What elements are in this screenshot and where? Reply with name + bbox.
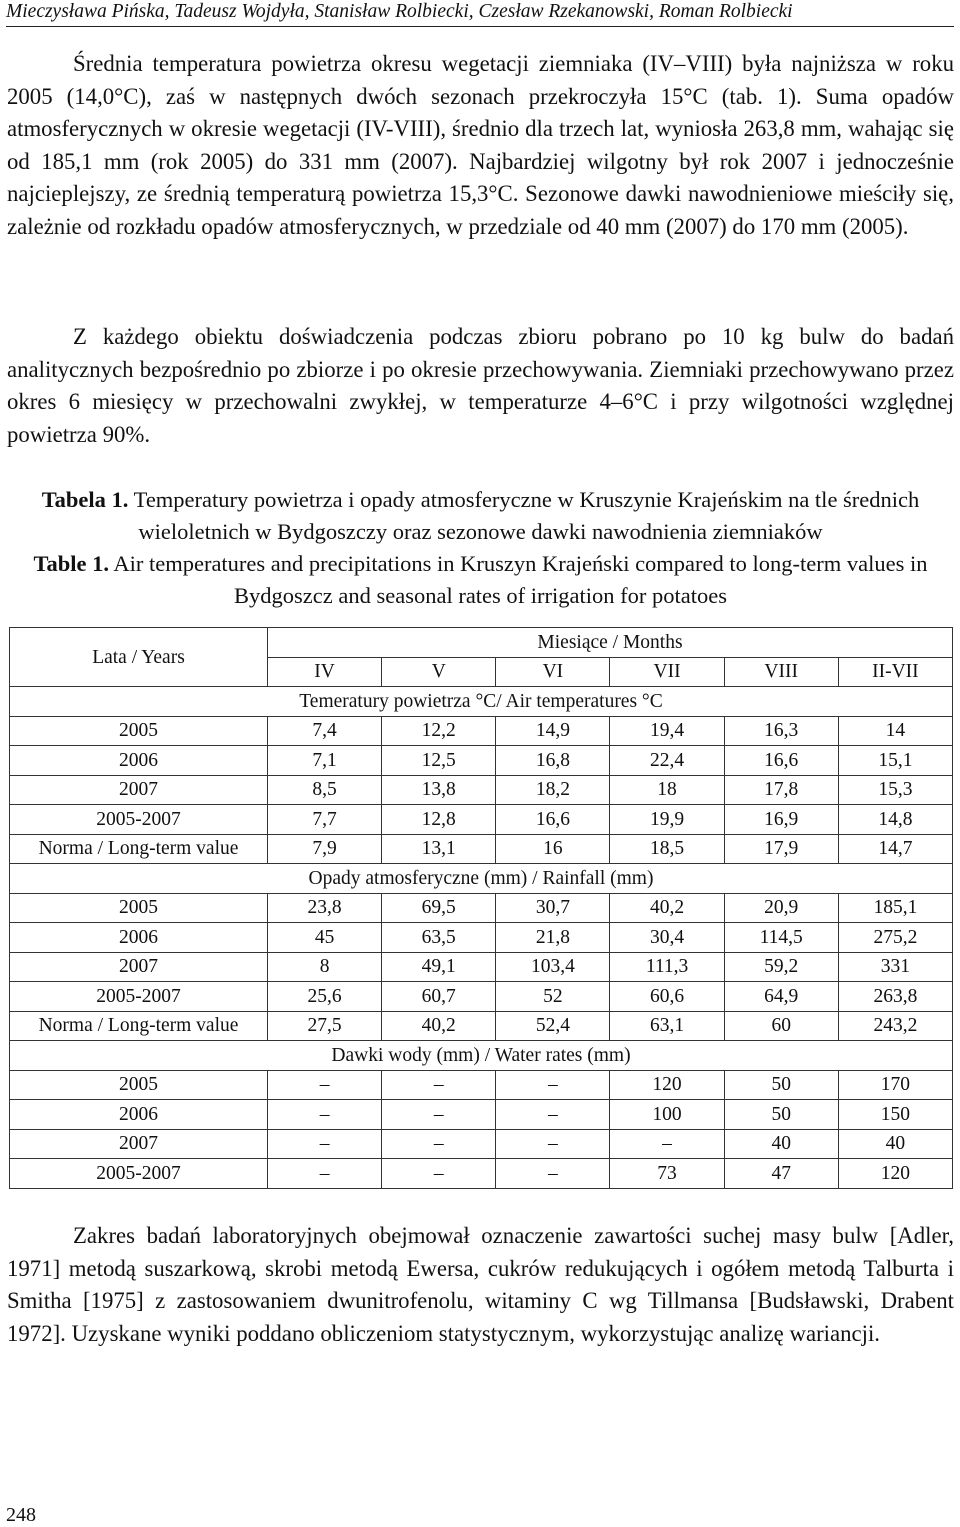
row-label: 2006 [10,1100,268,1130]
month-header-vi: VI [496,657,610,687]
table-cell: 69,5 [382,893,496,923]
row-label: 2006 [10,746,268,776]
table-cell: 12,2 [382,716,496,746]
month-header-vii: VII [610,657,724,687]
table-row [10,1129,953,1159]
table-cell: 170 [838,1070,952,1100]
table-cell: – [268,1159,382,1189]
row-label: 2007 [10,775,268,805]
table-cell: – [382,1070,496,1100]
caption-pl-label: Tabela 1. [41,487,129,512]
table-header-row-1 [10,628,953,658]
table-cell: 40 [838,1129,952,1159]
table-cell: 14 [838,716,952,746]
table-cell: 63,5 [382,923,496,953]
month-header-iv: IV [268,657,382,687]
table-cell: 263,8 [838,982,952,1012]
table-cell: 30,7 [496,893,610,923]
table-cell: 18 [610,775,724,805]
row-label: 2005-2007 [10,1159,268,1189]
table-cell: 64,9 [724,982,838,1012]
table-cell: 21,8 [496,923,610,953]
row-label: Norma / Long-term value [10,834,268,864]
table-cell: 13,1 [382,834,496,864]
table-cell: – [382,1159,496,1189]
caption-pl-text: Temperatury powietrza i opady atmosferyczne w Kruszynie Krajeńskim na tle średnich wieloletnich w Bydgoszczy oraz sezonowe dawki nawodnienia ziemniaków [128,487,920,544]
table-cell: 49,1 [382,952,496,982]
table-cell: 185,1 [838,893,952,923]
page-number: 248 [6,1504,36,1526]
table-cell: 19,4 [610,716,724,746]
table-cell: – [382,1129,496,1159]
table-row [10,1070,953,1100]
table-cell: 18,2 [496,775,610,805]
table-cell: – [496,1129,610,1159]
table-cell: 103,4 [496,952,610,982]
table-cell: 150 [838,1100,952,1130]
months-header: Miesiące / Months [268,628,953,658]
table-cell: 47 [724,1159,838,1189]
table-cell: – [496,1070,610,1100]
table-cell: 17,9 [724,834,838,864]
table-cell: 15,1 [838,746,952,776]
table-body [10,687,953,1189]
row-label: 2006 [10,923,268,953]
table-cell: – [268,1129,382,1159]
table-cell: 16,8 [496,746,610,776]
table-row [10,893,953,923]
month-header-ii-vii: II-VII [838,657,952,687]
month-header-viii: VIII [724,657,838,687]
row-label: Norma / Long-term value [10,1011,268,1041]
table-cell: 16 [496,834,610,864]
table-cell: 12,5 [382,746,496,776]
section-row [10,864,953,894]
table-row [10,834,953,864]
table-row [10,982,953,1012]
table-cell: 50 [724,1100,838,1130]
table-cell: 40,2 [382,1011,496,1041]
section-title: Dawki wody (mm) / Water rates (mm) [10,1041,953,1071]
table-cell: 13,8 [382,775,496,805]
table-cell: 8,5 [268,775,382,805]
row-label: 2005-2007 [10,805,268,835]
running-header-authors: Mieczysława Pińska, Tadeusz Wojdyła, Stanisław Rolbiecki, Czesław Rzekanowski, Roman Rolbiecki [6,0,954,27]
table-cell: – [382,1100,496,1130]
table-cell: – [610,1129,724,1159]
table-row [10,775,953,805]
table-cell: 331 [838,952,952,982]
table-cell: 40 [724,1129,838,1159]
table-cell: 50 [724,1070,838,1100]
table-cell: 30,4 [610,923,724,953]
section-title: Temeratury powietrza °C/ Air temperatures °C [10,687,953,717]
table-cell: 17,8 [724,775,838,805]
table-cell: 7,7 [268,805,382,835]
table-cell: 16,3 [724,716,838,746]
table-cell: 16,9 [724,805,838,835]
table-cell: 16,6 [724,746,838,776]
table-cell: 7,1 [268,746,382,776]
table-cell: 8 [268,952,382,982]
paragraph-weather-conditions: Średnia temperatura powietrza okresu wegetacji ziemniaka (IV–VIII) była najniższa w roku 2005 (14,0°C), zaś w następnych dwóch sezonach przekroczyła 15°C (tab. 1). Suma opadów atmosferycznych w okresie wegetacji (IV-VIII), średnio dla trzech lat, wyniosła 263,8 mm, wahając się od 185,1 mm (rok 2005) do 331 mm (2007). Najbardziej wilgotny był rok 2007 i jednocześnie najcieplejszy, ze średnią temperaturą powietrza 15,3°C. Sezonowe dawki nawodnieniowe mieściły się, zależnie od rozkładu opadów atmosferycznych, w przedziale od 40 mm (2007) do 170 mm (2005). [7,51,954,239]
table-cell: 7,4 [268,716,382,746]
table-cell: 100 [610,1100,724,1130]
table-cell: 15,3 [838,775,952,805]
caption-en-label: Table 1. [33,551,109,576]
table-cell: – [496,1159,610,1189]
table-cell: 275,2 [838,923,952,953]
table-row [10,923,953,953]
table-cell: – [268,1070,382,1100]
table-cell: 120 [610,1070,724,1100]
row-label: 2005 [10,716,268,746]
table-cell: 27,5 [268,1011,382,1041]
table-cell: 25,6 [268,982,382,1012]
table-cell: 60,7 [382,982,496,1012]
caption-en-text: Air temperatures and precipitations in Kruszyn Krajeński compared to long-term values in Bydgoszcz and seasonal rates of irrigation for potatoes [108,551,928,608]
table-cell: 73 [610,1159,724,1189]
month-header-v: V [382,657,496,687]
row-label: 2005-2007 [10,982,268,1012]
caption-english [7,548,954,612]
table-cell: 52 [496,982,610,1012]
table-cell: 111,3 [610,952,724,982]
section-row [10,687,953,717]
years-header: Lata / Years [10,628,268,687]
table-row [10,952,953,982]
table-cell: 18,5 [610,834,724,864]
table-cell: 23,8 [268,893,382,923]
climate-data-table [9,627,953,1189]
table-cell: 120 [838,1159,952,1189]
table-cell: 12,8 [382,805,496,835]
table-row [10,1100,953,1130]
caption-polish [7,484,954,548]
table-cell: 243,2 [838,1011,952,1041]
table-cell: 40,2 [610,893,724,923]
table-cell: – [268,1100,382,1130]
table-row [10,1011,953,1041]
table-cell: 19,9 [610,805,724,835]
table-row [10,1159,953,1189]
row-label: 2007 [10,1129,268,1159]
table-cell: 63,1 [610,1011,724,1041]
table-cell: 14,9 [496,716,610,746]
table-cell: 14,8 [838,805,952,835]
paragraph-sampling: Z każdego obiektu doświadczenia podczas zbioru pobrano po 10 kg bulw do badań analitycznych bezpośrednio po zbiorze i po okresie przechowywania. Ziemniaki przechowywano przez okres 6 miesięcy w przechowalni zwykłej, w temperaturze 4–6°C i przy wilgotności względnej powietrza 90%. [7,324,954,447]
table-cell: 20,9 [724,893,838,923]
paragraph-methods: Zakres badań laboratoryjnych obejmował oznaczenie zawartości suchej masy bulw [Adler, 1971] metodą suszarkową, skrobi metodą Ewersa, cukrów redukujących i ogółem metodą Talburta i Smitha [1975] z zastosowaniem dwunitrofenolu, witaminy C wg Tillmansa [Budsławski, Drabent 1972]. Uzyskane wyniki poddano obliczeniom statystycznym, wykorzystując analizę wariancji. [7,1223,954,1346]
section-row [10,1041,953,1071]
table-cell: 114,5 [724,923,838,953]
row-label: 2005 [10,1070,268,1100]
table-cell: 45 [268,923,382,953]
row-label: 2005 [10,893,268,923]
table-cell: 59,2 [724,952,838,982]
table-caption [7,484,954,612]
table-row [10,716,953,746]
section-title: Opady atmosferyczne (mm) / Rainfall (mm) [10,864,953,894]
table-cell: 60 [724,1011,838,1041]
table-cell: 7,9 [268,834,382,864]
table-row [10,805,953,835]
table-cell: 22,4 [610,746,724,776]
table-cell: 60,6 [610,982,724,1012]
table-cell: 14,7 [838,834,952,864]
table-cell: – [496,1100,610,1130]
table-cell: 52,4 [496,1011,610,1041]
table-cell: 16,6 [496,805,610,835]
table-row [10,746,953,776]
row-label: 2007 [10,952,268,982]
